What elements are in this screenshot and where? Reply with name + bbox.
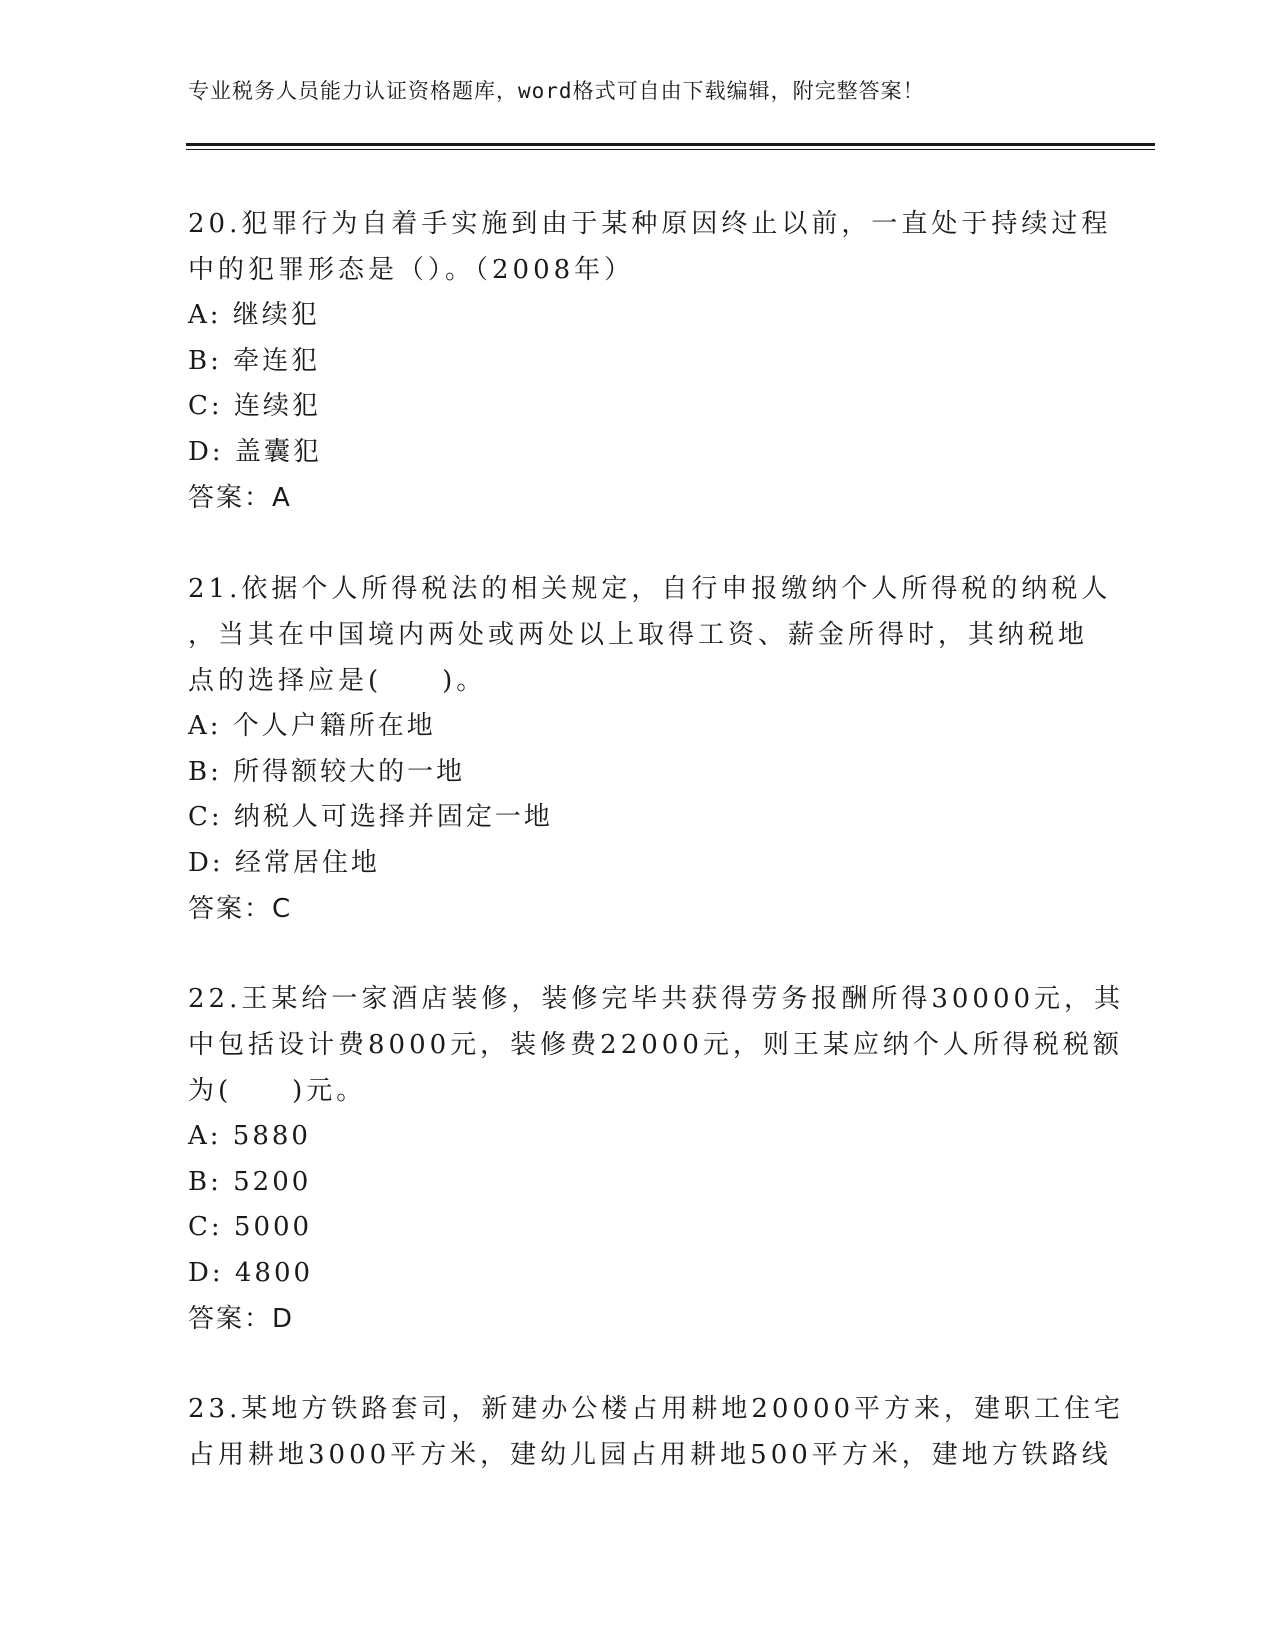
question-23 (188, 1386, 1125, 1478)
question-text-line: 点的选择应是( )。 (188, 666, 487, 696)
answer-line: 答案：C (188, 894, 293, 924)
answer-line: 答案：A (188, 483, 292, 513)
question-text-line: 23.某地方铁路套司，新建办公楼占用耕地20000平方来，建职工住宅 (188, 1394, 1125, 1424)
question-text-line: 占用耕地3000平方米，建幼儿园占用耕地500平方米，建地方铁路线 (188, 1440, 1112, 1470)
question-text-line: 为( )元。 (188, 1076, 367, 1106)
question-text-line: 21.依据个人所得税法的相关规定，自行申报缴纳个人所得税的纳税人 (188, 574, 1112, 604)
answer-line: 答案：D (188, 1304, 295, 1334)
option-c: C: 纳税人可选择并固定一地 (188, 802, 553, 832)
option-d: D: 盖囊犯 (188, 436, 322, 467)
page-header: 专业税务人员能力认证资格题库，word格式可自由下载编辑，附完整答案！ (188, 79, 925, 103)
option-b: B: 5200 (188, 1166, 312, 1197)
question-text-line: 中包括设计费8000元，装修费22000元，则王某应纳个人所得税税额 (188, 1030, 1123, 1060)
option-a: A: 个人户籍所在地 (188, 711, 436, 741)
option-d: D: 4800 (188, 1257, 314, 1288)
question-text-line: 20.犯罪行为自着手实施到由于某种原因终止以前，一直处于持续过程 (188, 209, 1112, 239)
question-21 (188, 566, 1112, 932)
option-c: C: 5000 (188, 1212, 313, 1242)
question-20 (188, 201, 1112, 521)
option-a: A: 5880 (188, 1121, 311, 1151)
option-b: B: 牵连犯 (188, 345, 321, 376)
option-c: C: 连续犯 (188, 391, 321, 421)
question-text-line: 中的犯罪形态是（）。（2008年） (188, 255, 635, 285)
header-divider-thick (186, 143, 1155, 146)
option-b: B: 所得额较大的一地 (188, 756, 466, 787)
question-text-line: ，当其在中国境内两处或两处以上取得工资、薪金所得时，其纳税地 (188, 620, 1089, 650)
header-divider-thin (186, 149, 1155, 150)
option-a: A: 继续犯 (188, 300, 320, 330)
question-text-line: 22.王某给一家酒店装修，装修完毕共获得劳务报酬所得30000元，其 (188, 984, 1125, 1014)
question-22 (188, 976, 1125, 1342)
option-d: D: 经常居住地 (188, 847, 380, 878)
